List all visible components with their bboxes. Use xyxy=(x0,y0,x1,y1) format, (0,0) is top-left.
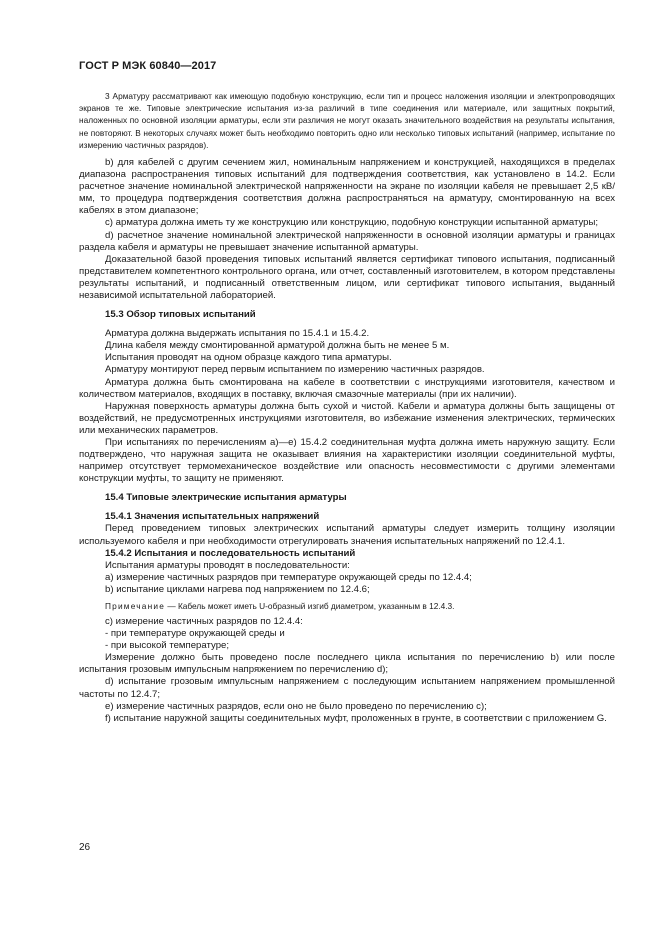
paragraph: Испытания проводят на одном образце каждого типа арматуры. xyxy=(105,352,392,364)
section-heading-15-3: 15.3 Обзор типовых испытаний xyxy=(105,309,256,321)
page-header: ГОСТ Р МЭК 60840—2017 xyxy=(79,60,217,72)
paragraph: Длина кабеля между смонтированной арматурой должна быть не менее 5 м. xyxy=(105,340,450,352)
list-item-e: e) измерение частичных разрядов, если оно не было проведено по перечислению c); xyxy=(105,700,487,712)
list-item-d: d) испытание грозовым импульсным напряжением с последующим испытанием напряжением промышленной частоты по 12.4.7; xyxy=(79,676,615,700)
paragraph-b: b) для кабелей с другим сечением жил, номинальным напряжением и конструкцией, находящихся в пределах диапазона распространения типовых испытаний для подтверждения соответствия, как установлено в 14.2. Если расчетное значение номинальной электрической напряженности на экране по изоляции кабеля не превышает 2,5 кВ/мм, то процедура подтверждения соответствия должна распространяться на арматуру, смонтированную на всех кабелях в этом диапазоне; xyxy=(79,157,615,217)
note-label: Примечание xyxy=(105,601,166,612)
list-item-b: b) испытание циклами нагрева под напряжением по 12.4.6; xyxy=(105,583,370,595)
note-3: 3 Арматуру рассматривают как имеющую подобную конструкцию, если тип и процесс наложения изоляции и электропроводящих экранов те же. Типовые электрические испытания из-за различий в типе соединения или материале, или защитных покрытий, наложенных по основной изоляции арматуры, если эти различия не могут оказать значительного воздействия на результаты испытания, не повторяют. В некоторых случаях может быть необходимо повторить одно или несколько типовых испытаний (например, испытание по измерению частичных разрядов). xyxy=(79,91,615,150)
section-heading-15-4: 15.4 Типовые электрические испытания арматуры xyxy=(105,492,347,504)
paragraph: Измерение должно быть проведено после последнего цикла испытания по перечислению b) или после испытания грозовым импульсным напряжением по перечислению d); xyxy=(79,652,615,676)
page-number: 26 xyxy=(79,842,91,853)
note-text: — Кабель может иметь U-образный изгиб диаметром, указанным в 12.4.3. xyxy=(165,601,455,612)
subsection-heading-15-4-1: 15.4.1 Значения испытательных напряжений xyxy=(105,511,320,523)
paragraph: Арматура должна выдержать испытания по 15.4.1 и 15.4.2. xyxy=(105,328,370,340)
note-block xyxy=(79,600,615,612)
paragraph: Перед проведением типовых электрических испытаний арматуры следует измерить толщину изоляции используемого кабеля и при необходимости отрегулировать значения испытательных напряжений по 12.4.1. xyxy=(79,523,615,547)
paragraph-evidence: Доказательной базой проведения типовых испытаний является сертификат типового испытания, подписанный представителем компетентного контрольного органа, или отчет, составленный изготовителем, в котором представлены результаты испытаний, и подписанный ответственным лицом, или сертификат типового испытания, выданный независимой испытательной лабораторией. xyxy=(79,253,615,302)
paragraph-c: c) арматура должна иметь ту же конструкцию или конструкцию, подобную конструкции испытанной арматуры; xyxy=(105,217,599,229)
paragraph: Арматуру монтируют перед первым испытанием по измерению частичных разрядов. xyxy=(105,364,485,376)
list-item-f: f) испытание наружной защиты соединительных муфт, проложенных в грунте, в соответствии с приложением G. xyxy=(105,712,607,724)
paragraph: Наружная поверхность арматуры должна быть сухой и чистой. Кабели и арматура должны быть защищены от воздействий, не предусмотренных инструкциями изготовителя, во избежание изменения электрических, термических или механических параметров. xyxy=(79,400,615,436)
subsection-heading-15-4-2: 15.4.2 Испытания и последовательность испытаний xyxy=(105,547,356,559)
list-subitem: - при температуре окружающей среды и xyxy=(105,628,285,640)
paragraph: При испытаниях по перечислениям а)—е) 15.4.2 соединительная муфта должна иметь наружную защиту. Если подтверждено, что наружная защита не оказывает влияния на характеристики изоляции соединительной муфты, например отсутствует термомеханическое воздействие или опасность несовместимости с другими элементами конструкции муфты, то защиту не применяют. xyxy=(79,436,615,485)
paragraph: Арматура должна быть смонтирована на кабеле в соответствии с инструкциями изготовителя, качеством и количеством материалов, входящих в поставку, включая смазочные материалы (при их наличии). xyxy=(79,376,615,400)
list-item-a: а) измерение частичных разрядов при температуре окружающей среды по 12.4.4; xyxy=(105,571,472,583)
list-item-c: c) измерение частичных разрядов по 12.4.4: xyxy=(105,616,303,628)
list-subitem: - при высокой температуре; xyxy=(105,640,230,652)
paragraph: Испытания арматуры проводят в последовательности: xyxy=(105,559,350,571)
page-body xyxy=(79,90,615,725)
paragraph-d: d) расчетное значение номинальной электрической напряженности в основной изоляции арматуры и границах раздела кабеля и арматуры не превышает значение испытанной арматуры. xyxy=(79,229,615,253)
